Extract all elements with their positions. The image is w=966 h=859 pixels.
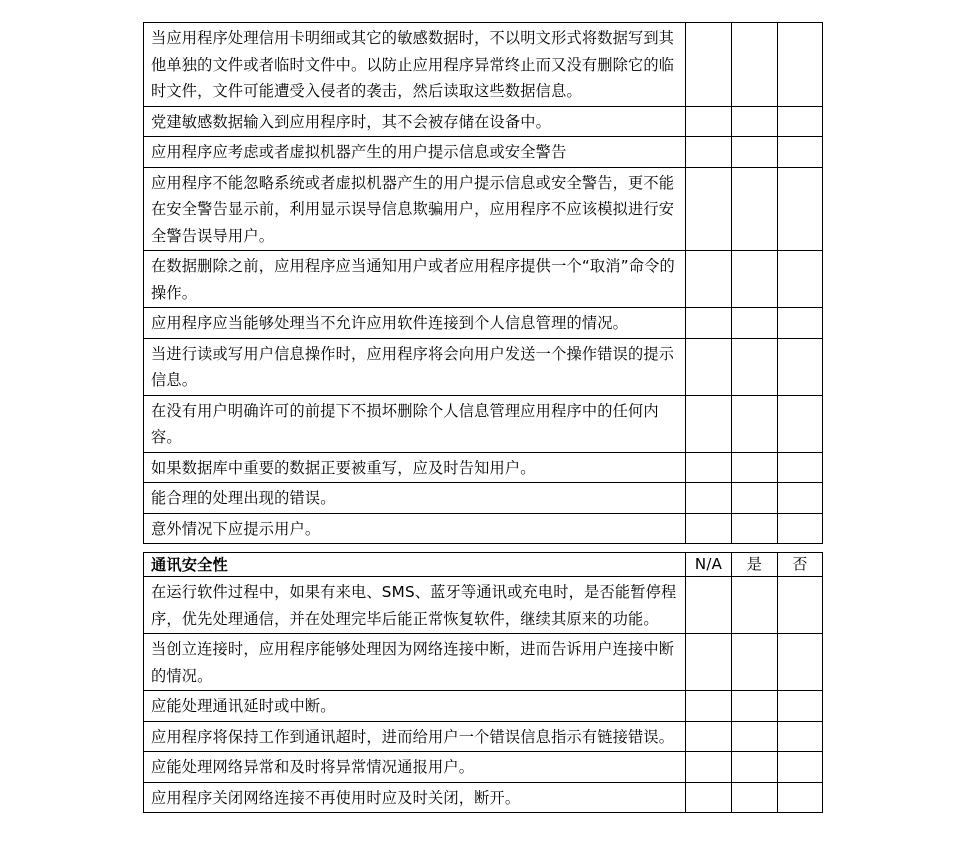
checklist-item: 应用程序关闭网络连接不再使用时应及时关闭，断开。: [144, 782, 686, 813]
no-checkbox-cell[interactable]: [778, 251, 823, 308]
checklist-item: 当进行读或写用户信息操作时，应用程序将会向用户发送一个操作错误的提示信息。: [144, 338, 686, 395]
yes-checkbox-cell[interactable]: [732, 23, 778, 107]
yes-checkbox-cell[interactable]: [732, 251, 778, 308]
yes-checkbox-cell[interactable]: [732, 483, 778, 514]
yes-checkbox-cell[interactable]: [732, 106, 778, 137]
table-row: [144, 577, 823, 634]
yes-checkbox-cell[interactable]: [732, 782, 778, 813]
checklist-item: 应用程序将保持工作到通讯超时，进而给用户一个错误信息指示有链接错误。: [144, 721, 686, 752]
no-checkbox-cell[interactable]: [778, 513, 823, 544]
na-checkbox-cell[interactable]: [686, 338, 732, 395]
checklist-item: 党建敏感数据输入到应用程序时，其不会被存储在设备中。: [144, 106, 686, 137]
checklist-item: 当应用程序处理信用卡明细或其它的敏感数据时，不以明文形式将数据写到其他单独的文件或者临时文件中。以防止应用程序异常终止而又没有删除它的临时文件，文件可能遭受入侵者的袭击，然后读取这些数据信息。: [144, 23, 686, 107]
table-row: [144, 338, 823, 395]
yes-checkbox-cell[interactable]: [732, 308, 778, 339]
no-checkbox-cell[interactable]: [778, 137, 823, 168]
no-checkbox-cell[interactable]: [778, 782, 823, 813]
checklist-item: 在数据删除之前，应用程序应当通知用户或者应用程序提供一个“取消”命令的操作。: [144, 251, 686, 308]
checklist-item: 在没有用户明确许可的前提下不损坏删除个人信息管理应用程序中的任何内容。: [144, 395, 686, 452]
na-checkbox-cell[interactable]: [686, 577, 732, 634]
na-checkbox-cell[interactable]: [686, 691, 732, 722]
checklist-item: 在运行软件过程中，如果有来电、SMS、蓝牙等通讯或充电时，是否能暂停程序，优先处理通信，并在处理完毕后能正常恢复软件，继续其原来的功能。: [144, 577, 686, 634]
no-checkbox-cell[interactable]: [778, 338, 823, 395]
checklist-item: 意外情况下应提示用户。: [144, 513, 686, 544]
table-row: [144, 752, 823, 783]
no-checkbox-cell[interactable]: [778, 752, 823, 783]
no-checkbox-cell[interactable]: [778, 483, 823, 514]
yes-checkbox-cell[interactable]: [732, 577, 778, 634]
column-header-yes: 是: [732, 553, 778, 577]
table-row: [144, 395, 823, 452]
table-row: [144, 137, 823, 168]
table-row: [144, 691, 823, 722]
no-checkbox-cell[interactable]: [778, 23, 823, 107]
no-checkbox-cell[interactable]: [778, 577, 823, 634]
checklist-item: 应能处理网络异常和及时将异常情况通报用户。: [144, 752, 686, 783]
table-row: [144, 452, 823, 483]
table-row: [144, 106, 823, 137]
table-row: [144, 782, 823, 813]
no-checkbox-cell[interactable]: [778, 395, 823, 452]
na-checkbox-cell[interactable]: [686, 634, 732, 691]
security-checklist-table: [143, 22, 823, 544]
no-checkbox-cell[interactable]: [778, 452, 823, 483]
yes-checkbox-cell[interactable]: [732, 137, 778, 168]
checklist-item: 应能处理通讯延时或中断。: [144, 691, 686, 722]
yes-checkbox-cell[interactable]: [732, 167, 778, 251]
table-row: [144, 167, 823, 251]
na-checkbox-cell[interactable]: [686, 308, 732, 339]
column-header-na: N/A: [686, 553, 732, 577]
table-row: [144, 483, 823, 514]
na-checkbox-cell[interactable]: [686, 106, 732, 137]
na-checkbox-cell[interactable]: [686, 752, 732, 783]
no-checkbox-cell[interactable]: [778, 691, 823, 722]
yes-checkbox-cell[interactable]: [732, 634, 778, 691]
no-checkbox-cell[interactable]: [778, 721, 823, 752]
communication-security-table: [143, 552, 823, 813]
yes-checkbox-cell[interactable]: [732, 752, 778, 783]
na-checkbox-cell[interactable]: [686, 483, 732, 514]
na-checkbox-cell[interactable]: [686, 167, 732, 251]
table-header-row: [144, 553, 823, 577]
checklist-item: 如果数据库中重要的数据正要被重写，应及时告知用户。: [144, 452, 686, 483]
yes-checkbox-cell[interactable]: [732, 513, 778, 544]
yes-checkbox-cell[interactable]: [732, 395, 778, 452]
yes-checkbox-cell[interactable]: [732, 338, 778, 395]
no-checkbox-cell[interactable]: [778, 167, 823, 251]
na-checkbox-cell[interactable]: [686, 782, 732, 813]
section-title: 通讯安全性: [144, 553, 686, 577]
yes-checkbox-cell[interactable]: [732, 721, 778, 752]
yes-checkbox-cell[interactable]: [732, 691, 778, 722]
table-row: [144, 308, 823, 339]
checklist-item: 能合理的处理出现的错误。: [144, 483, 686, 514]
checklist-item: 应用程序不能忽略系统或者虚拟机器产生的用户提示信息或安全警告，更不能在安全警告显示前，利用显示误导信息欺骗用户，应用程序不应该模拟进行安全警告误导用户。: [144, 167, 686, 251]
no-checkbox-cell[interactable]: [778, 634, 823, 691]
na-checkbox-cell[interactable]: [686, 452, 732, 483]
table-row: [144, 634, 823, 691]
na-checkbox-cell[interactable]: [686, 23, 732, 107]
table-row: [144, 251, 823, 308]
no-checkbox-cell[interactable]: [778, 308, 823, 339]
table-row: [144, 721, 823, 752]
na-checkbox-cell[interactable]: [686, 721, 732, 752]
column-header-no: 否: [778, 553, 823, 577]
na-checkbox-cell[interactable]: [686, 251, 732, 308]
no-checkbox-cell[interactable]: [778, 106, 823, 137]
checklist-item: 应用程序应考虑或者虚拟机器产生的用户提示信息或安全警告: [144, 137, 686, 168]
yes-checkbox-cell[interactable]: [732, 452, 778, 483]
na-checkbox-cell[interactable]: [686, 513, 732, 544]
table-row: [144, 513, 823, 544]
na-checkbox-cell[interactable]: [686, 395, 732, 452]
table-row: [144, 23, 823, 107]
checklist-item: 当创立连接时，应用程序能够处理因为网络连接中断，进而告诉用户连接中断的情况。: [144, 634, 686, 691]
na-checkbox-cell[interactable]: [686, 137, 732, 168]
checklist-item: 应用程序应当能够处理当不允许应用软件连接到个人信息管理的情况。: [144, 308, 686, 339]
